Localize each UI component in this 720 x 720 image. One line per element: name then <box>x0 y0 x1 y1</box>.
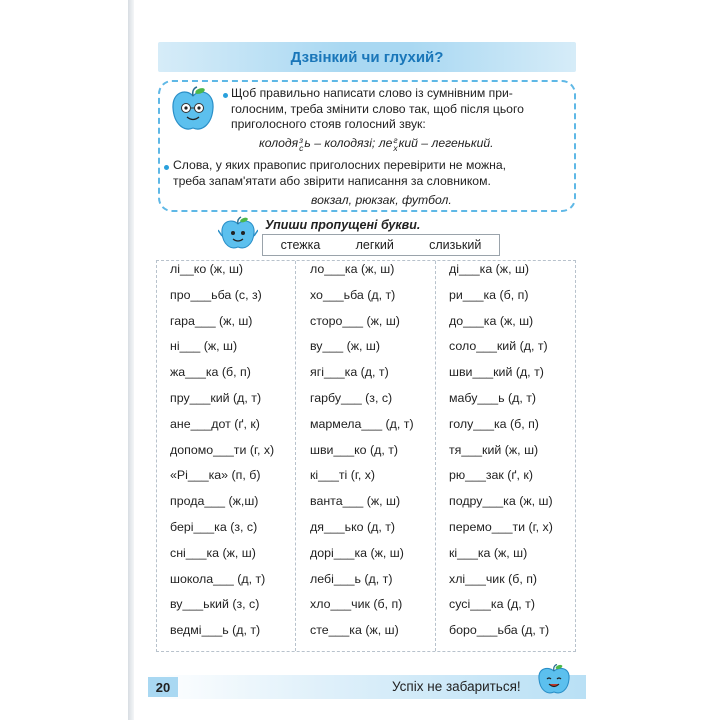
exercise-item: шокола___ (д, т) <box>170 571 266 586</box>
rule-2 <box>173 158 506 189</box>
exercise-item: мабу___ь (д, т) <box>449 391 537 405</box>
bullet-icon <box>223 93 228 98</box>
exercise-item: ні___ (ж, ш) <box>170 339 238 354</box>
rule-1-line: голосним, треба змінити слово так, щоб після цього <box>231 101 524 116</box>
exercise-item: пру___кий (д, т) <box>170 391 262 405</box>
example-1-lower: с <box>299 143 304 153</box>
exercise-item: кі___ка (ж, ш) <box>449 545 528 560</box>
reference-word: слизький <box>429 238 482 252</box>
example-1-alternatives <box>393 136 397 152</box>
example-1-part: ь – колодязі; ле <box>304 136 393 151</box>
exercise-item: сторо___ (ж, ш) <box>310 313 400 328</box>
exercise-item: ане___дот (ґ, к) <box>170 416 260 431</box>
footer-motto: Успіх не забариться! <box>392 679 521 694</box>
exercise-item: кі___ті (г, х) <box>310 468 376 483</box>
exercise-item: тя___кий (ж, ш) <box>449 442 539 457</box>
exercise-item: подру___ка (ж, ш) <box>449 494 553 509</box>
page-title: Дзвінкий чи глухий? <box>290 48 444 66</box>
apple-mascot-small-icon <box>218 216 258 252</box>
exercise-item: шви___ко (д, т) <box>310 442 399 457</box>
exercise-item: хо___ьба (д, т) <box>310 287 396 302</box>
reference-words-box <box>262 234 500 256</box>
exercise-item: соло___кий (д, т) <box>449 339 548 354</box>
exercise-item: сні___ка (ж, ш) <box>170 545 256 560</box>
exercise-item: лебі___ь (д, т) <box>310 571 393 586</box>
bullet-icon <box>164 165 169 170</box>
example-1-part: кий – легенький. <box>398 136 494 151</box>
exercise-item: хлі___чик (б, п) <box>449 571 538 586</box>
exercise-item: гара___ (ж, ш) <box>170 313 253 328</box>
example-1 <box>259 136 494 152</box>
reference-word: стежка <box>280 238 321 252</box>
exercise-item: дя___ько (д, т) <box>310 520 396 534</box>
exercise-item: сусі___ка (д, т) <box>449 597 535 612</box>
exercise-item: рю___зак (ґ, к) <box>449 468 533 483</box>
page-fold-shadow <box>128 0 134 720</box>
exercise-item: ву___ (ж, ш) <box>310 339 380 354</box>
rule-2-line: треба запам'ятати або звірити написання за словником. <box>173 173 491 188</box>
rule-1-line: приголосного стояв голосний звук: <box>231 117 426 131</box>
exercise-item: ванта___ (ж, ш) <box>310 494 401 509</box>
exercise-item: ло___ка (ж, ш) <box>310 262 395 276</box>
exercise-item: ягі___ка (д, т) <box>310 365 389 380</box>
exercise-item: про___ьба (с, з) <box>170 287 262 302</box>
example-1-part: колодя <box>259 136 299 151</box>
exercise-item: шви___кий (д, т) <box>449 365 544 380</box>
exercise-item: лі__ко (ж, ш) <box>170 262 244 276</box>
exercise-item: перемо___ти (г, х) <box>449 520 553 534</box>
apple-mascot-footer-icon <box>536 664 572 696</box>
rule-1 <box>231 86 524 133</box>
exercise-item: ді___ка (ж, ш) <box>449 262 530 276</box>
exercise-item: «Рі___ка» (п, б) <box>170 468 261 483</box>
exercise-item: голу___ка (б, п) <box>449 416 539 431</box>
exercise-item: жа___ка (б, п) <box>170 365 251 380</box>
apple-mascot-icon <box>170 86 216 134</box>
exercise-item: прода___ (ж,ш) <box>170 494 259 509</box>
example-2: вокзал, рюкзак, футбол. <box>311 193 452 207</box>
exercise-item: ведмі___ь (д, т) <box>170 623 261 638</box>
rule-1-line: Щоб правильно написати слово із сумнівним при- <box>231 86 513 100</box>
exercise-item: гарбу___ (з, с) <box>310 391 393 405</box>
example-1-upper: г <box>393 135 398 145</box>
exercise-item: ри___ка (б, п) <box>449 287 529 302</box>
task-title: Упиши пропущені букви. <box>265 218 421 232</box>
exercise-item: сте___ка (ж, ш) <box>310 623 399 638</box>
reference-word: легкий <box>355 238 394 252</box>
exercise-item: хло___чик (б, п) <box>310 597 403 612</box>
exercise-item: бері___ка (з, с) <box>170 520 258 534</box>
example-1-lower: х <box>393 143 398 153</box>
exercise-item: боро___ьба (д, т) <box>449 623 550 638</box>
grid-divider <box>295 261 296 651</box>
exercise-item: ву___ький (з, с) <box>170 597 260 612</box>
title-bar <box>158 42 576 72</box>
exercise-item: мармела___ (д, т) <box>310 416 414 431</box>
rule-2-line: Слова, у яких правопис приголосних перевірити не можна, <box>173 158 507 172</box>
exercise-item: допомо___ти (г, х) <box>170 442 275 457</box>
grid-divider <box>435 261 436 651</box>
exercise-item: до___ка (ж, ш) <box>449 313 534 328</box>
example-1-upper: з <box>299 135 304 145</box>
exercise-item: дорі___ка (ж, ш) <box>310 545 404 560</box>
page-number: 20 <box>148 677 178 697</box>
example-1-alternatives <box>299 136 303 152</box>
